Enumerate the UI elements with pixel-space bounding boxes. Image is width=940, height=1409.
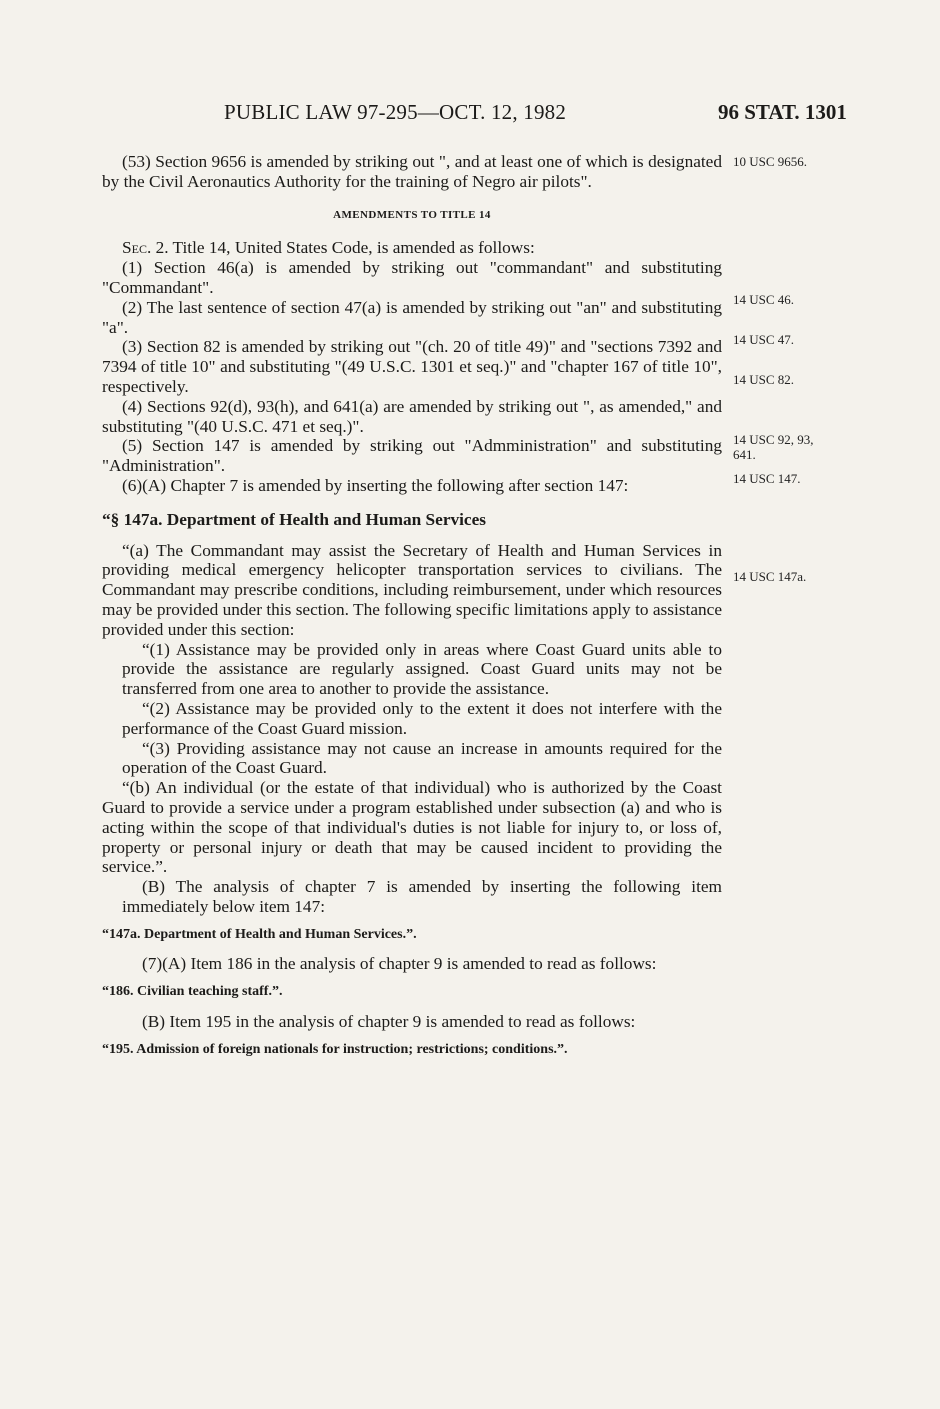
subsection-a-2: “(2) Assistance may be provided only to the extent it does not interfere with the performance of the Coast Guard mission. (122, 698, 722, 738)
analysis-item-186: “186. Civilian teaching staff.”. (102, 984, 283, 1000)
sidenote-14-usc-46: 14 USC 46. (733, 292, 795, 307)
sidenote-10-usc-9656: 10 USC 9656. (733, 154, 808, 169)
header-stat-citation: 96 STAT. 1301 (718, 100, 847, 124)
sec-2-text: 2. Title 14, United States Code, is amended as follows: (151, 238, 535, 258)
paragraph-5: (5) Section 147 is amended by striking out "Admministration" and substituting "Administration". (102, 436, 722, 476)
sidenote-14-usc-47: 14 USC 47. (733, 332, 795, 347)
sidenote-14-usc-82: 14 USC 82. (733, 372, 795, 387)
sidenote-641: 641. (733, 447, 756, 462)
section-147a-heading: “§ 147a. Department of Health and Human Services (102, 509, 487, 529)
sec-label: Sec. (122, 238, 152, 258)
paragraph-7a: (7)(A) Item 186 in the analysis of chapter 9 is amended to read as follows: (142, 954, 657, 974)
document-body (102, 152, 722, 1070)
analysis-item-147a: “147a. Department of Health and Human Services.”. (102, 926, 417, 942)
sidenote-14-usc-92-93: 14 USC 92, 93, (733, 432, 814, 447)
header-title: PUBLIC LAW 97-295—OCT. 12, 1982 (224, 100, 567, 124)
paragraph-3: (3) Section 82 is amended by striking out "(ch. 20 of title 49)" and "sections 7392 and 7394 of title 10" and substituting "(49 U.S.C. 1301 et seq.)" and "chapter 167 of title 10", respectively. (102, 337, 722, 396)
paragraph-1: (1) Section 46(a) is amended by striking out "commandant" and substituting "Commandant". (102, 258, 722, 297)
section-heading-title-14: AMENDMENTS TO TITLE 14 (333, 208, 491, 221)
paragraph-6a: (6)(A) Chapter 7 is amended by inserting the following after section 147: (122, 475, 629, 495)
sidenote-14-usc-147a: 14 USC 147a. (733, 569, 807, 584)
subsection-a-3: “(3) Providing assistance may not cause an increase in amounts required for the operation of the Coast Guard. (122, 738, 722, 778)
paragraph-4: (4) Sections 92(d), 93(h), and 641(a) are amended by striking out ", as amended," and substituting "(40 U.S.C. 471 et seq.)". (102, 396, 722, 436)
section-2-intro (102, 238, 722, 258)
paragraph-53: (53) Section 9656 is amended by striking out ", and at least one of which is designated by the Civil Aeronautics Authority for the training of Negro air pilots". (102, 152, 722, 191)
sidenote-14-usc-147: 14 USC 147. (733, 471, 801, 486)
subsection-a: “(a) The Commandant may assist the Secretary of Health and Human Services in providing medical emergency helicopter transportation services to civilians. The Commandant may prescribe conditions, including reimbursement, under which resources may be provided under this section. The following specific limitations apply to assistance provided under this section: (102, 540, 722, 639)
subsection-b: “(b) An individual (or the estate of that individual) who is authorized by the Coast Guard to provide a service under a program established under subsection (a) and who is acting within the scope of that individual's duties is not liable for injury to, or loss of, property or personal injury or death that may be caused incident to providing the service.”. (102, 778, 722, 877)
paragraph-2: (2) The last sentence of section 47(a) is amended by striking out "an" and substituting "a". (102, 297, 722, 337)
subsection-a-1: “(1) Assistance may be provided only in areas where Coast Guard units able to provide the assistance are regularly assigned. Coast Guard units may not be transferred from one area to another to provide the assistance. (122, 639, 722, 699)
analysis-item-195: “195. Admission of foreign nationals for instruction; restrictions; conditions.”. (102, 1041, 568, 1057)
paragraph-7b: (B) Item 195 in the analysis of chapter 9 is amended to read as follows: (142, 1012, 636, 1032)
paragraph-6b: (B) The analysis of chapter 7 is amended by inserting the following item immediately below item 147: (122, 877, 722, 916)
